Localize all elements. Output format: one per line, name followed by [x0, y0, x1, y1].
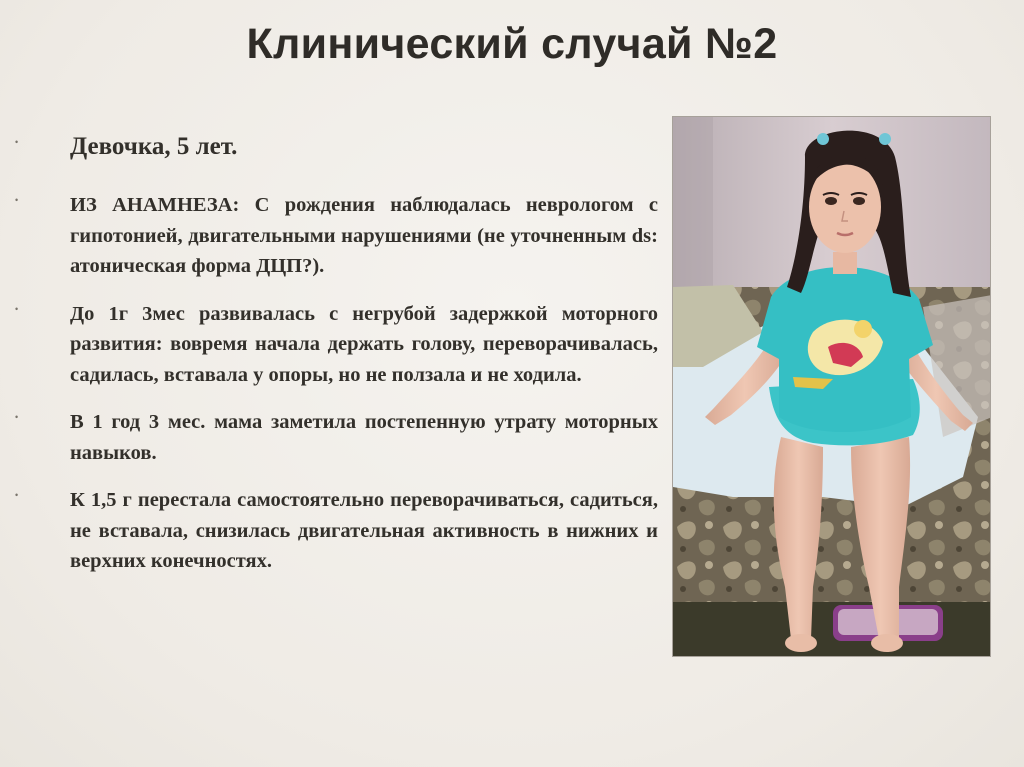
regression-paragraph	[15, 407, 658, 468]
bullet-icon: •	[15, 137, 19, 147]
bullet-icon: •	[15, 490, 19, 500]
development-paragraph	[15, 299, 658, 391]
slide-body	[15, 132, 658, 577]
anamnesis-text: ИЗ АНАМНЕЗА: С рождения наблюдалась неврологом с гипотонией, двигательными нарушениями (не уточненным ds: атоническая форма ДЦП?).	[70, 194, 658, 277]
slide-title: Клинический случай №2	[246, 20, 778, 68]
bullet-icon: •	[15, 195, 19, 205]
bullet-icon: •	[15, 412, 19, 422]
anamnesis-paragraph	[15, 190, 658, 282]
regression-text: В 1 год 3 мес. мама заметила постепенную утрату моторных навыков.	[70, 411, 658, 464]
case-intro	[15, 132, 658, 162]
bullet-icon: •	[15, 303, 19, 314]
loss-text: К 1,5 г перестала самостоятельно переворачиваться, садиться, не вставала, снизилась двигательная активность в нижних и верхних конечностях.	[70, 489, 658, 572]
development-text: До 1г 3мес развивалась с негрубой задержкой моторного развития: вовремя начала держать голову, переворачивалась, садилась, вставала у опоры, но не ползала и не ходила.	[70, 302, 658, 386]
loss-paragraph	[15, 485, 658, 577]
patient-photo	[672, 116, 991, 657]
case-intro-text: Девочка, 5 лет.	[70, 133, 238, 160]
